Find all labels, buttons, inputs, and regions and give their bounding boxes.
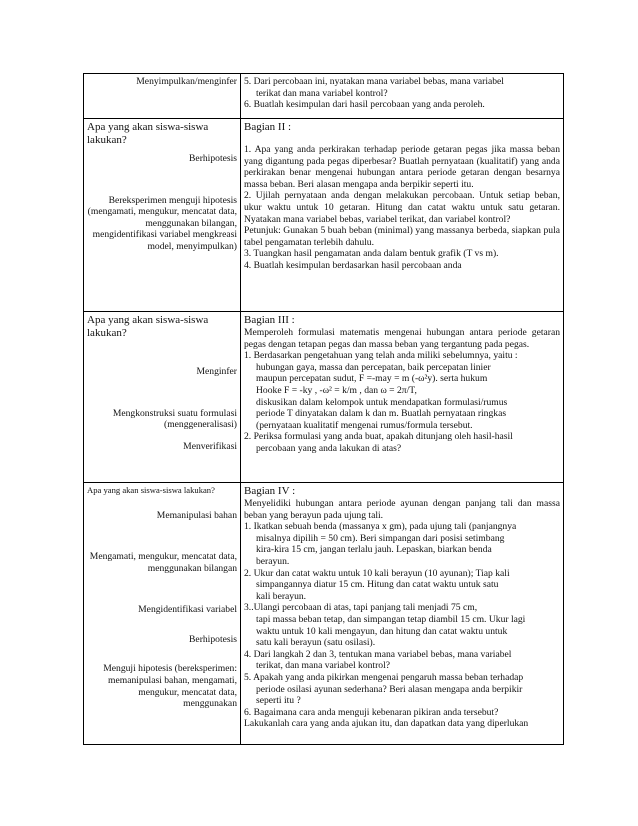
instruction-line: 6. Bagaimana cara anda menguji kebenaran pikiran anda tersebut? [244,706,499,718]
instruction-paragraph: 3. Tuangkan hasil pengamatan anda dalam bentuk grafik (T vs m). [244,248,499,260]
table-row [84,74,564,119]
instruction-line: maupun percepatan sudut, F =-may = m (-ω²y). serta hukum [256,373,488,385]
activity-label: Memanipulasi bahan [156,509,237,521]
activity-label: Berhipotesis [189,153,237,164]
instruction-line: tapi massa beban tetap, dan simpangan tetap diambil 15 cm. Ukur lagi [256,613,526,625]
instruction-line: hubungan gaya, massa dan percepatan, baik percepatan linier [256,361,491,373]
instruction-line: misalnya dipilih = 50 cm). Beri simpangan dari posisi setimbang [256,532,505,544]
instruction-line: 3..Ulangi percobaan di atas, tapi panjang tali menjadi 75 cm, [244,602,478,614]
activity-label: Mengkonstruksi suatu formulasi (menggeneralisasi) [112,407,237,431]
activity-cell [84,74,241,119]
activity-cell [84,312,241,483]
activity-label: Bereksperimen menguji hipotesis (mengamati, mengukur, mencatat data, menggunakan bilangan, mengidentifikasi variabel mengkreasi model, menyimpulkan) [87,194,237,252]
table-row [84,483,564,745]
activity-cell [84,119,241,312]
instruction-line: kira-kira 15 cm, jangan terlalu jauh. Lepaskan, biarkan benda [256,544,492,556]
question-heading: Apa yang akan siswa-siswa lakukan? [87,121,209,146]
activity-label: Berhipotesis [189,633,237,645]
activity-label: Menginfer [196,366,237,377]
question-heading: Apa yang akan siswa-siswa lakukan? [87,485,215,495]
instruction-line: terikat, dan mana variabel kontrol? [256,660,390,672]
section-heading: Bagian II : [244,121,292,133]
activity-label: Menverifikasi [183,440,237,452]
instruction-line: 2. Periksa formulasi yang anda buat, apakah ditunjang oleh hasil-hasil [244,431,513,443]
instruction-line: (pernyataan kualitatif mengenai rumus/formula tersebut. [256,419,473,431]
instruction-line: Lakukanlah cara yang anda ajukan itu, dan dapatkan data yang diperlukan [244,718,529,730]
instruction-line: seperti itu ? [256,695,301,707]
activity-label: Mengamati, mengukur, mencatat data, menggunakan bilangan [89,551,237,574]
instruction-line: 5. Dari percobaan ini, nyatakan mana variabel bebas, mana variabel [244,76,504,87]
instruction-cell [241,74,564,119]
instruction-line: Hooke F = -ky , -ω² = k/m , dan ω = 2π/T, [256,384,417,396]
table-row [84,312,564,483]
instruction-cell [241,483,564,745]
activity-label: Mengidentifikasi variabel [138,604,237,616]
instruction-line: 1. Berdasarkan pengetahuan yang telah anda miliki sebelumnya, yaitu : [244,350,518,362]
instruction-line: 4. Dari langkah 2 dan 3, tentukan mana variabel bebas, mana variabel [244,648,512,660]
instruction-paragraph: 4. Buatlah kesimpulan berdasarkan hasil percobaan anda [244,259,462,271]
instruction-paragraph: Menyelidiki hubungan antara periode ayunan dengan panjang tali dan massa beban yang berayun pada ujung tali. [244,498,560,521]
instruction-paragraph: Petunjuk: Gunakan 5 buah beban (minimal) yang massanya berbeda, siapkan pula tabel pengamatan terlebih dahulu. [244,225,560,248]
instruction-line: berayun. [256,555,290,567]
instruction-cell [241,119,564,312]
question-heading: Apa yang akan siswa-siswa lakukan? [87,314,209,339]
instruction-line: diskusikan dalam kelompok untuk mendapatkan formulasi/rumus [256,396,508,408]
activity-label: Menyimpulkan/menginfer [136,76,237,87]
instruction-line: periode T dinyatakan dalam k dan m. Buatlah pernyataan ringkas [256,408,507,420]
instruction-cell [241,312,564,483]
instruction-line: percobaan yang anda lakukan di atas? [256,442,402,454]
instruction-line: satu kali berayun (satu osilasi). [256,637,376,649]
section-heading: Bagian IV : [244,485,296,497]
instruction-line: 6. Buatlah kesimpulan dari hasil percobaan yang anda peroleh. [244,99,485,111]
table-row [84,119,564,312]
instruction-line: kali berayun. [256,590,307,602]
instruction-line: periode osilasi ayunan sederhana? Beri alasan mengapa anda berpikir [256,683,523,695]
instruction-line: waktu untuk 10 kali mengayun, dan hitung dan catat waktu untuk [256,625,508,637]
instruction-line: simpangannya diatur 15 cm. Hitung dan catat waktu untuk satu [256,579,499,591]
instruction-paragraph: 1. Apa yang anda perkirakan terhadap periode getaran pegas jika massa beban yang digantung pada pegas diperbesar? Buatlah pernyataan (kualitatif) yang anda perkirakan benar mengenai hubungan antara periode getaran dengan besarnya massa beban. Beri alasan mengapa anda berpikir seperti itu. [244,144,560,190]
section-heading: Bagian III : [244,314,295,326]
instruction-paragraph: Memperoleh formulasi matematis mengenai hubungan antara periode getaran pegas dengan tetapan pegas dan massa beban yang tergantung pada pegas. [244,327,560,350]
instruction-line: terikat dan mana variabel kontrol? [256,87,388,99]
instruction-line: 5. Apakah yang anda pikirkan mengenai pengaruh massa beban terhadap [244,671,524,683]
worksheet-table [83,73,564,745]
instruction-paragraph: 2. Ujilah pernyataan anda dengan melakukan percobaan. Untuk setiap beban, ukur waktu untuk 10 getaran. Hitung dan catat waktu untuk satu getaran. Nyatakan mana variabel bebas, variabel terikat, dan variabel kontrol? [244,190,560,225]
instruction-line: 2. Ukur dan catat waktu untuk 10 kali berayun (10 ayunan); Tiap kali [244,567,510,579]
instruction-line: 1. Ikatkan sebuah benda (massanya x gm), pada ujung tali (panjangnya [244,521,517,533]
activity-label: Menguji hipotesis (bereksperimen: memanipulasi bahan, mengamati, mengukur, mencatat data, menggunakan [103,663,237,710]
activity-cell [84,483,241,745]
